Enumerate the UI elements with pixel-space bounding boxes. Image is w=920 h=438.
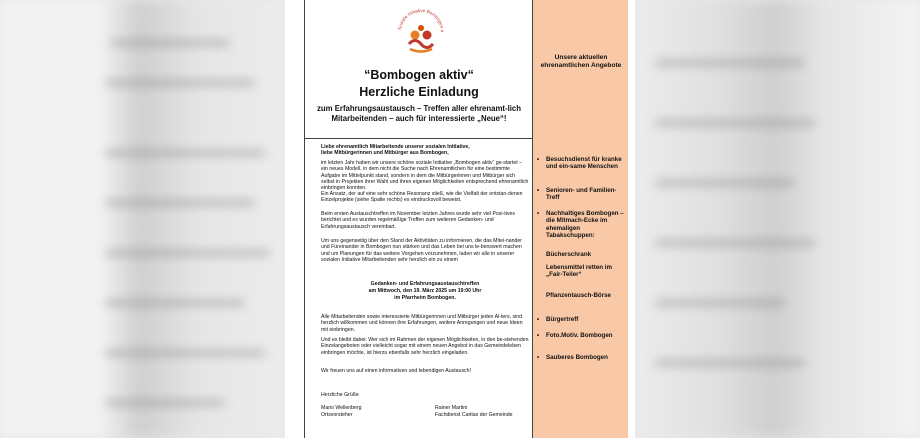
paragraph-1b: Ein Ansatz, der auf eine sehr schöne Resonanz stieß, wie die Vielfalt der entstan-denen Einzelprojekte (siehe Spalte rechts) es eindrucksvoll beweist.: [321, 191, 523, 204]
paragraph-1: im letzten Jahr haben wir unsere schöne soziale Initiative „Bombogen aktiv“ ge-startet – ein neues Modell, in dem nicht die Suche nach Ehrenamtlichen für eine bestimmte Aufgabe im Mittelpunkt stand, sondern in dem die Mitbürgerinnen und Mitbürger sich selbst in Projekten ihrer Wahl und ihren eigenen Möglichkeiten entsprechend ehrenamtlich einbringen konnten.: [321, 160, 529, 192]
closing: Herzliche Grüße: [321, 392, 359, 398]
logo-figure-icon: [411, 31, 420, 40]
bullet-icon: •: [537, 187, 540, 194]
blurred-background-right: [635, 0, 920, 438]
logo-text: Soziale Initiative Bombogen a: [397, 7, 446, 33]
signer-2-role: Fachdienst Caritas der Gemeinde: [435, 412, 513, 418]
event-line-1: Gedanken- und Erfahrungsaustauschtreffen: [370, 281, 480, 287]
paragraph-2: Beim ersten Austauschtreffen im November letzten Jahres wurde sehr viel Posi-tives berichtet und es wurden regelmäßige Treffen zum weiteren Gedanken- und Erfahrungsaustausch vereinbart.: [321, 211, 515, 230]
paragraph-5: Und es bleibt dabei: Wer sich im Rahmen der eigenen Möglichkeiten, in den be-stehenden Einzelangeboten oder vielleicht sogar mit einem neuen Angebot in das Gemeindeleben einbringen möchte, ist hierzu ebenfalls sehr herzlich eingeladen.: [321, 337, 529, 356]
flyer-subtitle: zum Erfahrungsaustausch – Treffen aller ehrenamt-lich Mitarbeitenden – auch für interessierte „Neue“!: [316, 104, 522, 123]
paragraph-4: Alle Mitarbeitenden sowie interessierte Mitbürgerinnen und Mitbürger jeden Al-ters, sind herzlich willkommen und können ihre Erfahrungen, weitere Anregungen und neue Ideen mit einbringen.: [321, 314, 523, 333]
bullet-icon: •: [537, 316, 540, 323]
signer-1-role: Ortsvorsteher: [321, 412, 353, 418]
paragraph-6: Wir freuen uns auf einen informativen und lebendigen Austausch!: [321, 368, 471, 374]
offer-label: Besuchsdienst für kranke und ein-same Menschen: [546, 156, 622, 171]
event-line-2: am Mittwoch, den 19. März 2025 um 19:00 Uhr: [368, 288, 482, 294]
logo-figure-icon: [423, 31, 432, 40]
bullet-icon: •: [537, 156, 540, 163]
offer-label: Foto.Motiv. Bombogen: [546, 332, 613, 339]
flyer-page: [285, 0, 635, 438]
signer-2-name: Rainer Martini: [435, 405, 468, 411]
offer-label: Lebensmittel retten im „Fair-Teiler“: [546, 264, 613, 279]
bullet-icon: •: [537, 354, 540, 361]
offer-label: Senioren- und Familien-Treff: [546, 187, 617, 202]
blurred-background-left: [0, 0, 285, 438]
bullet-icon: •: [537, 332, 540, 339]
flyer-title: “Bombogen aktiv“: [364, 68, 474, 82]
greeting-line-2: liebe Mitbürgerinnen und Mitbürger aus Bombogen,: [321, 150, 449, 156]
sidebar-heading: Unsere aktuellen ehrenamtlichen Angebote: [540, 54, 622, 69]
initiative-logo: [395, 4, 447, 56]
paragraph-3: Um uns gegenseitig über den Stand der Aktivitäten zu informieren, die das Mitei-nander und Füreinander in Bombogen nun stärken und das Leben bei uns le-benswert machen und um Planungen für das weitere Vorgehen vorzunehmen, laden wir alle in unserer sozialen Initiative Mitarbeitenden sehr herzlich ein zu einem: [321, 238, 522, 263]
flyer-frame: [304, 0, 628, 438]
greeting-line-1: Liebe ehrenamtlich Mitarbeitende unserer sozialen Initiative,: [321, 144, 470, 150]
signer-1-name: Mario Wellenberg: [321, 405, 362, 411]
flyer-heading: Herzliche Einladung: [359, 85, 479, 99]
bullet-icon: •: [537, 210, 540, 217]
offer-label: Sauberes Bombogen: [546, 354, 608, 361]
event-line-3: im Pfarrheim Bombogen.: [394, 295, 456, 301]
offers-sidebar: [533, 0, 628, 438]
offer-label: Pflanzentausch-Börse: [546, 292, 611, 299]
offer-label: Nachhaltiges Bombogen – die Mitmach-Ecke im ehemaligen Tabakschuppen:: [546, 210, 624, 240]
main-column: [305, 0, 533, 438]
offer-label: Bücherschrank: [546, 251, 592, 258]
offer-label: Bürgertreff: [546, 316, 579, 323]
